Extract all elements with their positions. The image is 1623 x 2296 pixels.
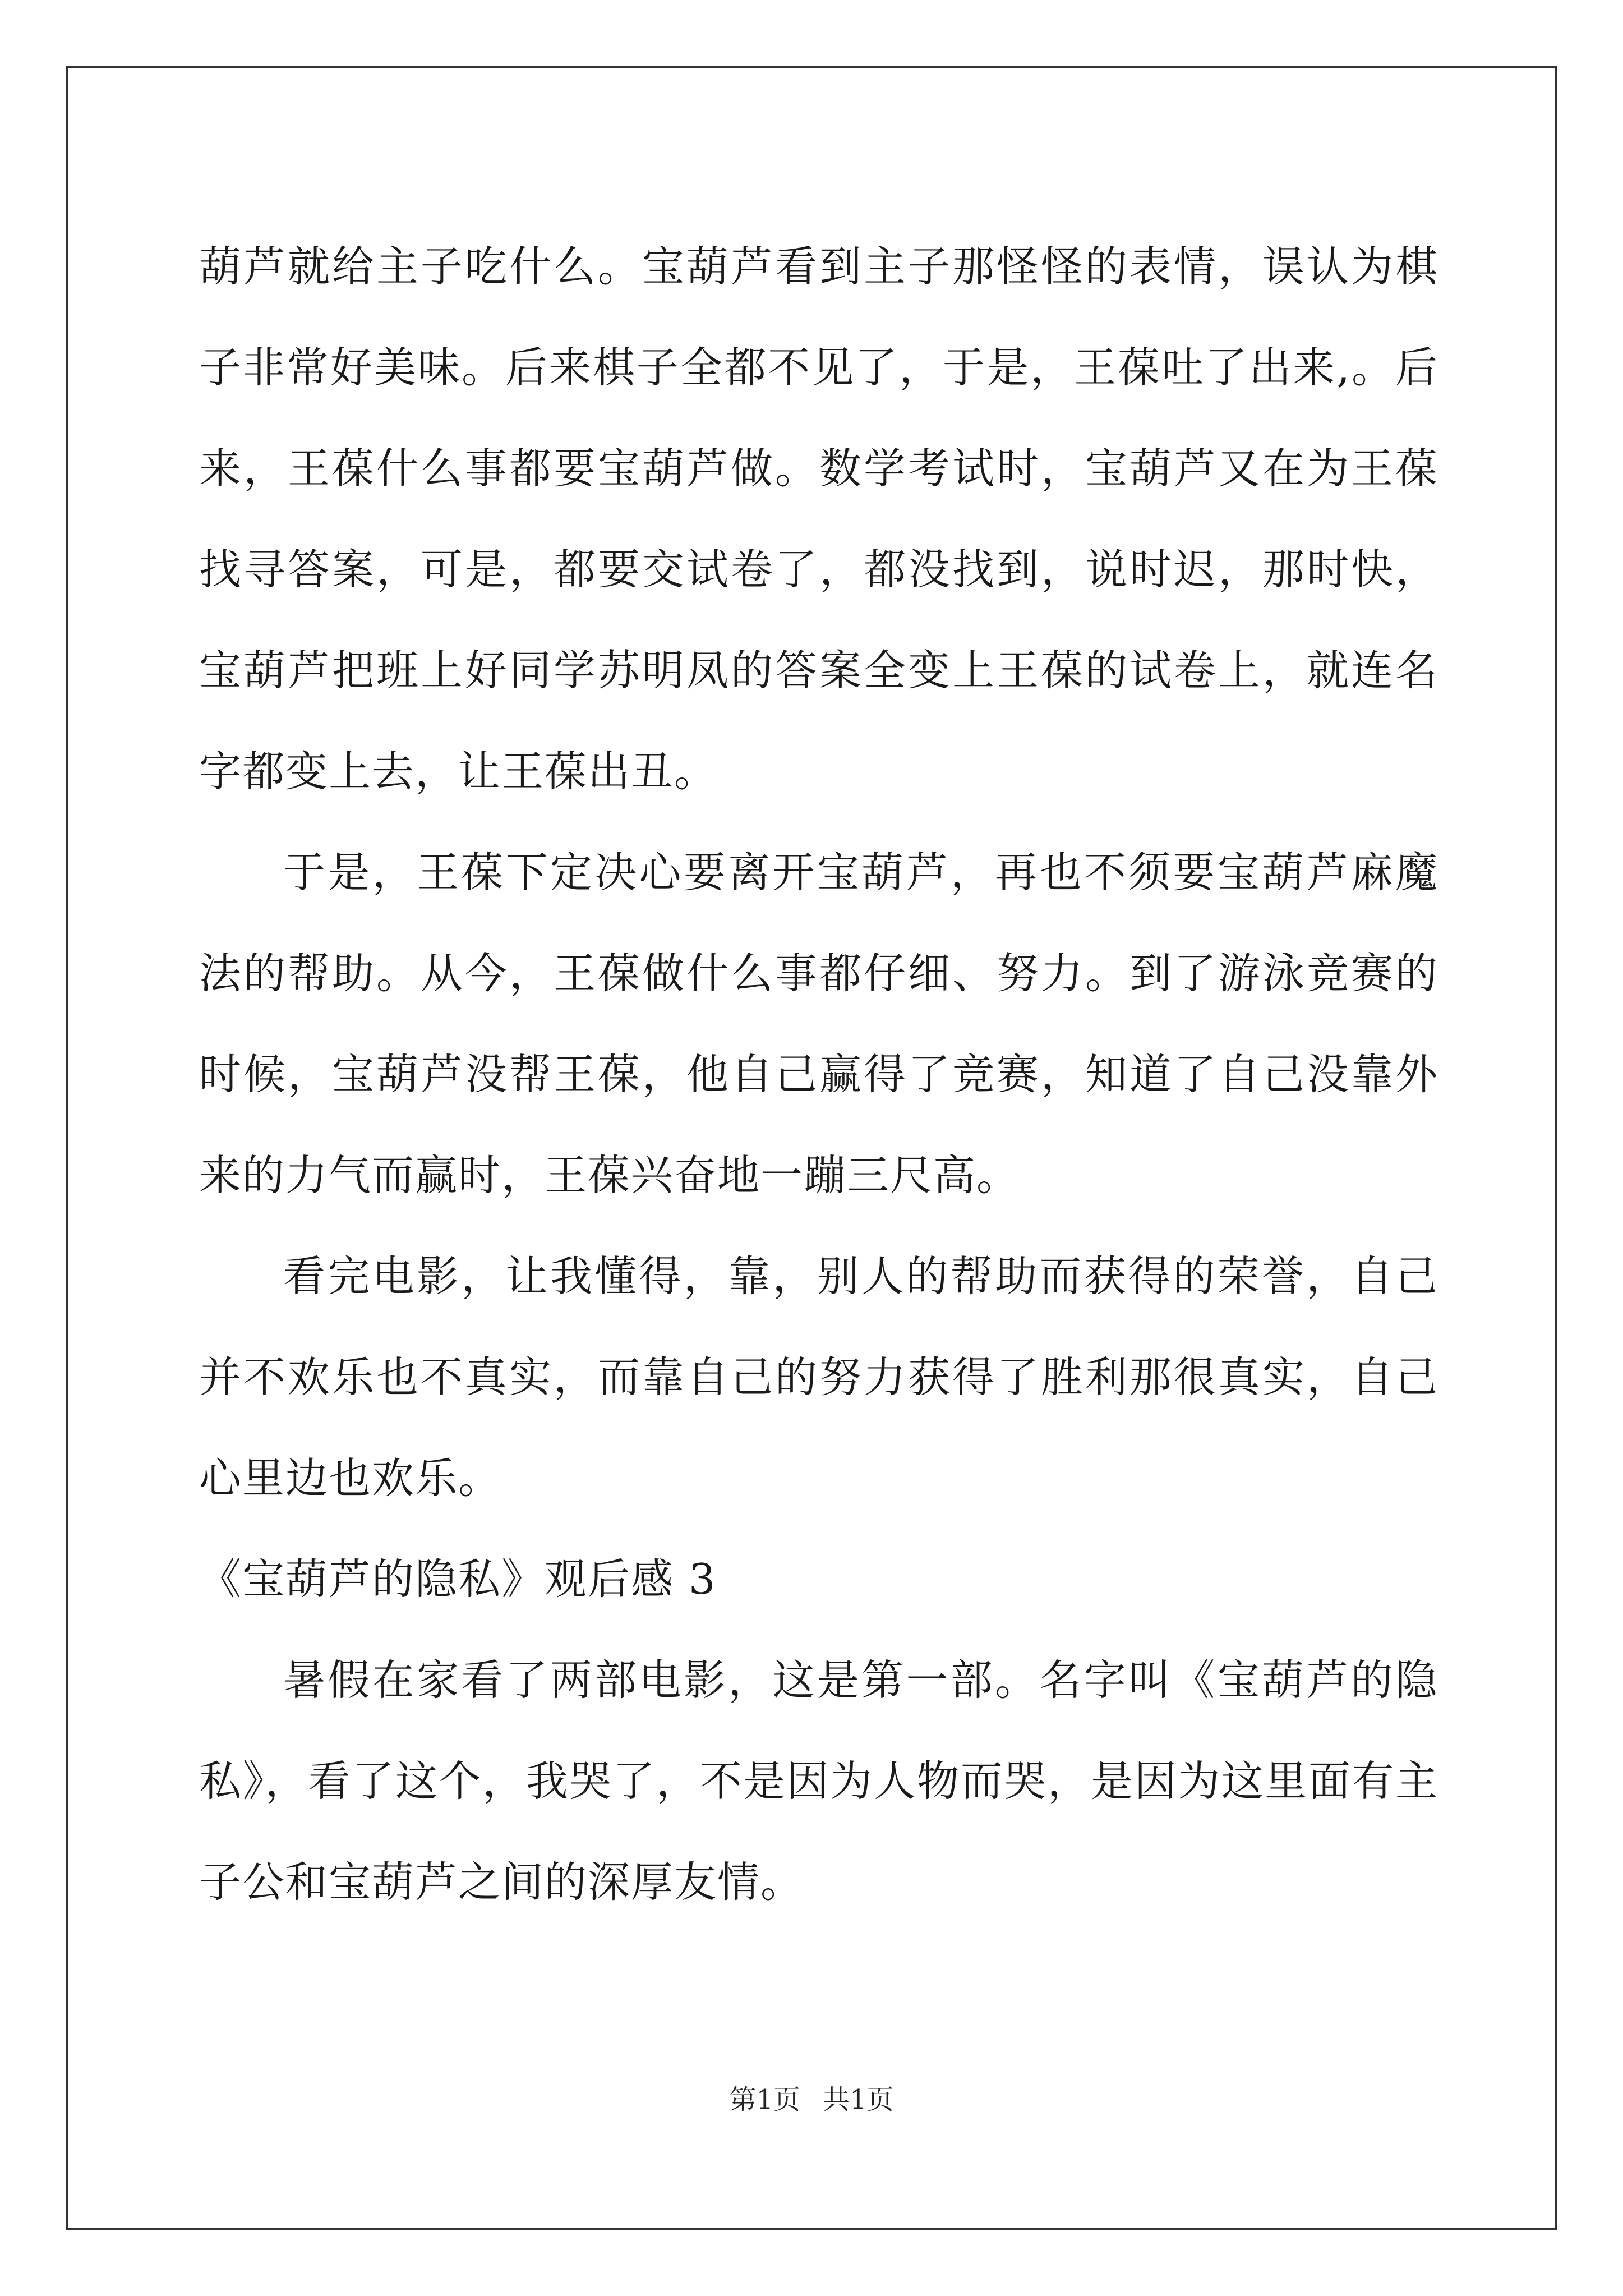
- page-number-current: 第1页: [729, 2084, 800, 2115]
- paragraph-1: 葫芦就给主子吃什么。宝葫芦看到主子那怪怪的表情，误认为棋子非常好美味。后来棋子全都不见了，于是，王葆吐了出来,。后来，王葆什么事都要宝葫芦做。数学考试时，宝葫芦又在为王葆找寻答案，可是，都要交试卷了，都没找到，说时迟，那时快，宝葫芦把班上好同学苏明凤的答案全变上王葆的试卷上，就连名字都变上去，让王葆出丑。: [199, 242, 1438, 796]
- paragraph-4: 暑假在家看了两部电影，这是第一部。名字叫《宝葫芦的隐私》，看了这个，我哭了，不是因为人物而哭，是因为这里面有主子公和宝葫芦之间的深厚友情。: [199, 1655, 1438, 1907]
- document-body: [199, 216, 1438, 1932]
- page-footer: [0, 2083, 1623, 2116]
- paragraph-2: 于是，王葆下定决心要离开宝葫芦，再也不须要宝葫芦麻魔法的帮助。从今，王葆做什么事都仔细、努力。到了游泳竞赛的时候，宝葫芦没帮王葆，他自己赢得了竞赛，知道了自己没靠外来的力气而赢时，王葆兴奋地一蹦三尺高。: [199, 848, 1438, 1200]
- section-heading: 《宝葫芦的隐私》观后感 3: [199, 1554, 717, 1604]
- paragraph-3: 看完电影，让我懂得，靠，别人的帮助而获得的荣誉，自己并不欢乐也不真实，而靠自己的努力获得了胜利那很真实，自己心里边也欢乐。: [199, 1251, 1438, 1503]
- page-number-total: 共1页: [823, 2084, 894, 2115]
